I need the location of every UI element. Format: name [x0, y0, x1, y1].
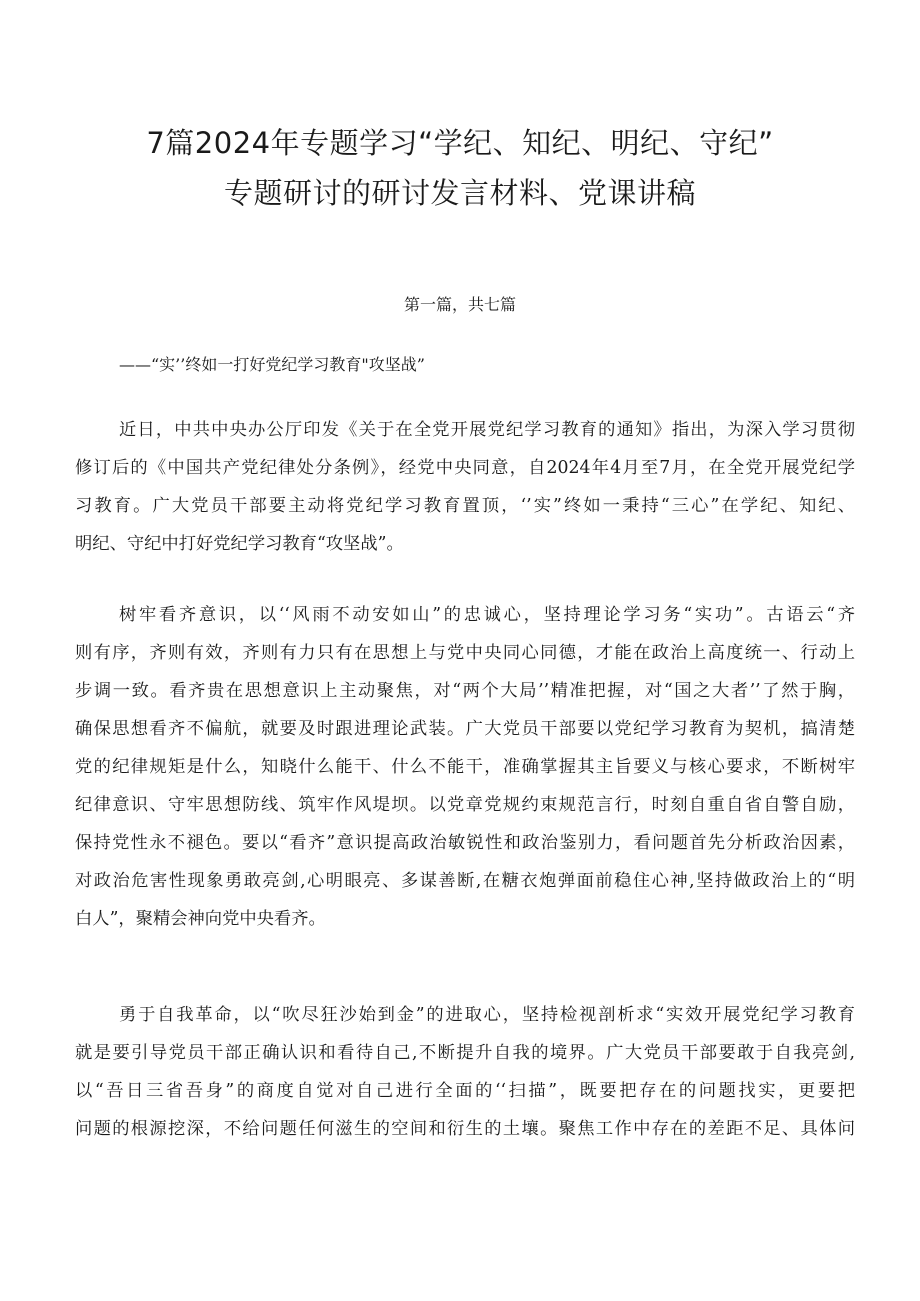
paragraph-1: [75, 411, 855, 563]
paragraph-line: 步调一致。看齐贵在思想意识上主动聚焦，对“两个大局’’精准把握，对“国之大者’’了然于胸，: [75, 681, 855, 701]
paragraph-line: 对政治危害性现象勇敢亮剑,心明眼亮、多谋善断,在糖衣炮弹面前稳住心神,坚持做政治上的“明: [75, 871, 855, 891]
section-subtitle: ——“实’’终如一打好党纪学习教育"攻坚战”: [119, 355, 425, 374]
title-line-2: 专题研讨的研讨发言材料、党课讲稿: [223, 176, 696, 210]
paragraph-line: 以“吾日三省吾身”的商度自觉对自己进行全面的‘‘扫描”，既要把存在的问题找实，更要把: [75, 1081, 855, 1101]
paragraph-line: 修订后的《中国共产党纪律处分条例》，经党中央同意，自2024年4月至7月，在全党开展党纪学: [75, 458, 855, 478]
paragraph-line: 习教育。广大党员干部要主动将党纪学习教育置顶，‘’实”终如一秉持“三心”在学纪、知纪、: [75, 496, 855, 516]
paragraph-line: 近日，中共中央办公厅印发《关于在全党开展党纪学习教育的通知》指出，为深入学习贯彻: [119, 420, 855, 440]
paragraph-2: [75, 596, 855, 938]
title-line-1: 7篇2024年专题学习“学纪、知纪、明纪、守纪”: [146, 126, 774, 160]
paragraph-line: 确保思想看齐不偏航，就要及时跟进理论武装。广大党员干部要以党纪学习教育为契机，搞清楚: [75, 719, 855, 739]
paragraph-line: 勇于自我革命，以“吹尽狂沙始到金”的进取心，坚持检视剖析求“实效开展党纪学习教育: [119, 1005, 855, 1025]
paragraph-line: 党的纪律规矩是什么，知晓什么能干、什么不能干，准确掌握其主旨要义与核心要求，不断树牢: [75, 757, 855, 777]
paragraph-line: 问题的根源挖深，不给问题任何滋生的空间和衍生的土壤。聚焦工作中存在的差距不足、具体问: [75, 1119, 855, 1139]
paragraph-line: 白人”，聚精会神向党中央看齐。: [75, 909, 326, 929]
paragraph-line: 就是要引导党员干部正确认识和看待自己,不断提升自我的境界。广大党员干部要敢于自我亮剑,: [75, 1043, 855, 1063]
paragraph-line: 则有序，齐则有效，齐则有力只有在思想上与党中央同心同德，才能在政治上高度统一、行动上: [75, 643, 855, 663]
paragraph-3: [75, 996, 855, 1148]
paragraph-line: 明纪、守纪中打好党纪学习教育“攻坚战”。: [75, 534, 404, 554]
paragraph-line: 纪律意识、守牢思想防线、筑牢作风堤坝。以党章党规约束规范言行，时刻自重自省自警自励，: [75, 795, 855, 815]
paragraph-line: 保持党性永不褪色。要以“看齐”意识提高政治敏锐性和政治鉴别力，看问题首先分析政治因素，: [75, 833, 855, 853]
series-label: 第一篇，共七篇: [403, 295, 516, 314]
document-title: [60, 118, 860, 218]
paragraph-line: 树牢看齐意识，以‘‘风雨不动安如山”的忠诚心，坚持理论学习务“实功”。古语云“齐: [119, 605, 855, 625]
